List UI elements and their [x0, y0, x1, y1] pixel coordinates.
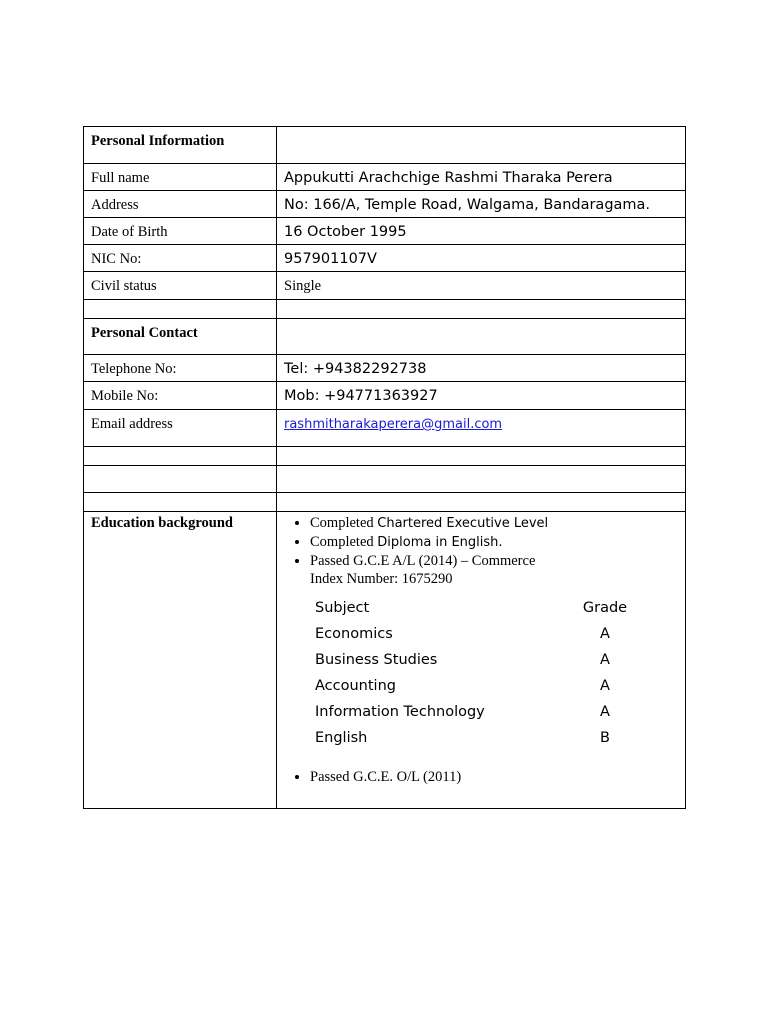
table-row [315, 704, 635, 730]
education-list [284, 514, 678, 588]
education-heading: Education background [84, 512, 277, 809]
nic-label: NIC No: [84, 245, 277, 272]
grade-cell: A [600, 652, 610, 668]
table-row [315, 652, 635, 678]
education-cell [277, 512, 686, 809]
table-row [84, 218, 686, 245]
empty-cell [84, 300, 277, 319]
telephone-label: Telephone No: [84, 355, 277, 382]
personal-contact-header-row [84, 319, 686, 355]
item-text: Completed [310, 515, 378, 531]
grades-table [315, 600, 635, 756]
item-emphasis: Diploma in English. [377, 535, 503, 550]
empty-cell [277, 127, 686, 164]
spacer-row [84, 466, 686, 493]
subject-cell: Accounting [315, 678, 396, 694]
subject-cell: Economics [315, 626, 393, 642]
education-row [84, 512, 686, 809]
index-number: Index Number: 1675290 [310, 571, 453, 587]
personal-info-header-row [84, 127, 686, 164]
list-item [310, 514, 678, 533]
empty-cell [84, 493, 277, 512]
subject-cell: Information Technology [315, 704, 485, 720]
table-row [84, 410, 686, 447]
item-emphasis: Chartered Executive Level [377, 516, 549, 531]
personal-info-heading: Personal Information [84, 127, 277, 164]
grade-cell: A [600, 678, 610, 694]
table-row [315, 730, 635, 756]
table-row [84, 191, 686, 218]
item-text: Completed [310, 534, 378, 550]
empty-cell [84, 447, 277, 466]
subject-cell: Business Studies [315, 652, 438, 668]
full-name-label: Full name [84, 164, 277, 191]
item-text: Passed G.C.E A/L (2014) – Commerce [310, 553, 536, 569]
grade-header: Grade [582, 600, 628, 616]
full-name-value: Appukutti Arachchige Rashmi Tharaka Perera [277, 164, 686, 191]
empty-cell [277, 493, 686, 512]
grade-cell: A [600, 704, 610, 720]
grade-cell: A [600, 626, 610, 642]
civil-status-value: Single [277, 272, 686, 300]
table-row [84, 245, 686, 272]
nic-value: 957901107V [277, 245, 686, 272]
spacer-row [84, 493, 686, 512]
email-cell [277, 410, 686, 447]
list-item: • Passed G.C.E. O/L (2011) [310, 768, 678, 786]
empty-cell [277, 300, 686, 319]
dob-label: Date of Birth [84, 218, 277, 245]
spacer-row [84, 300, 686, 319]
empty-cell [84, 466, 277, 493]
email-label: Email address [84, 410, 277, 447]
subject-cell: English [315, 730, 368, 746]
subject-header: Subject [315, 600, 370, 616]
table-row [84, 164, 686, 191]
cv-table [83, 126, 686, 809]
table-row [315, 678, 635, 704]
empty-cell [277, 466, 686, 493]
list-item [310, 552, 678, 588]
table-row [315, 626, 635, 652]
address-value: No: 166/A, Temple Road, Walgama, Bandaragama. [277, 191, 686, 218]
grade-cell: B [600, 730, 610, 746]
civil-status-label: Civil status [84, 272, 277, 300]
email-link[interactable]: rashmitharakaperera@gmail.com [284, 417, 503, 432]
mobile-label: Mobile No: [84, 382, 277, 410]
table-row [84, 382, 686, 410]
telephone-value: Tel: +94382292738 [277, 355, 686, 382]
dob-value: 16 October 1995 [277, 218, 686, 245]
spacer-row [84, 447, 686, 466]
empty-cell [277, 319, 686, 355]
empty-cell [277, 447, 686, 466]
personal-contact-heading: Personal Contact [84, 319, 277, 355]
education-list-final [284, 768, 678, 786]
table-row [84, 355, 686, 382]
list-item [310, 533, 678, 552]
address-label: Address [84, 191, 277, 218]
grades-header [315, 600, 635, 626]
table-row [84, 272, 686, 300]
mobile-value: Mob: +94771363927 [277, 382, 686, 410]
